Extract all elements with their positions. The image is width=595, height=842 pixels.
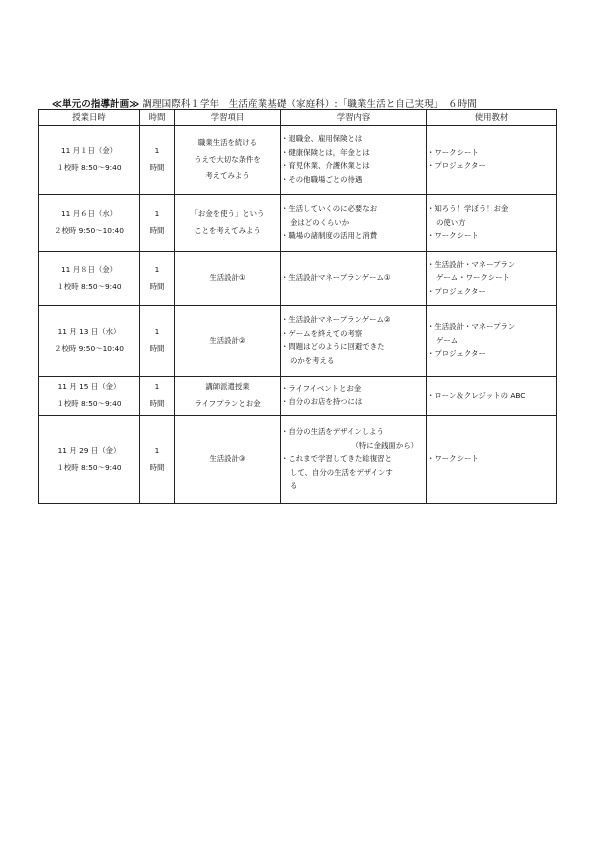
table-row [39, 416, 557, 504]
header-item: 学習項目 [175, 110, 281, 126]
content-line: ・生活設計マネープランゲーム② [281, 315, 391, 325]
cell-date [39, 306, 140, 377]
item-line: ライフプランとお金 [194, 399, 261, 408]
content-line: ・自分の生活をデザインしよう [281, 427, 384, 437]
material-line: ゲーム・ワークシート [436, 273, 510, 283]
heading-bracket-title: ≪単元の指導計画≫ [52, 99, 140, 110]
content-line: ・退職金、雇用保険とは [281, 134, 363, 144]
cell-hours [140, 377, 175, 416]
material-line: ゲーム [436, 335, 459, 345]
material-line: ・ワークシート [427, 454, 479, 464]
cell-date [39, 195, 140, 252]
material-line: ・生活設計・マネープラン [427, 259, 516, 269]
heading-context: 調理国際科１学年 生活産業基礎（家庭科）:「職業生活と自己実現」 ６時間 [142, 99, 477, 110]
table-row [39, 126, 557, 195]
cell-material [427, 377, 557, 416]
item-line: 考えてみよう [205, 171, 250, 181]
content-line: ・自分のお店を持つには [281, 397, 363, 407]
hours-number: 1 [154, 264, 160, 274]
content-line: ・職場の諸制度の活用と消費 [281, 231, 378, 241]
material-line: の使い方 [436, 217, 466, 227]
hours-number: 1 [154, 146, 160, 156]
cell-material [427, 252, 557, 306]
date-line: 11 月 13 日（水） [57, 327, 121, 337]
cell-hours [140, 126, 175, 195]
material-line: ・ワークシート [427, 147, 479, 157]
hours-number: 1 [154, 382, 160, 392]
hours-unit: 時間 [149, 281, 165, 291]
content-line: ・ライフイベントとお金 [281, 383, 362, 393]
content-line: る [290, 481, 298, 490]
date-line: 11 月１日（金） [60, 146, 118, 156]
cell-hours [140, 306, 175, 377]
cell-item [175, 195, 281, 252]
content-line: 金はどのくらいか [290, 217, 350, 227]
header-date: 授業日時 [39, 110, 140, 126]
material-line: ・知ろう！学ぼう！お金 [427, 204, 509, 214]
material-line: ・生活設計・マネープラン [427, 322, 516, 332]
hours-unit: 時間 [149, 226, 165, 235]
content-line: （特に金銭面から） [351, 440, 418, 450]
date-line: 11 月 29 日（金） [57, 445, 121, 455]
cell-item [175, 252, 281, 306]
cell-material [427, 195, 557, 252]
content-line: ・その他職場ごとの待遇 [281, 174, 363, 184]
content-line: のかを考える [290, 355, 335, 365]
cell-content [281, 416, 427, 504]
item-line: 講師派遣授業 [205, 382, 250, 392]
item-line: 生活設計③ [209, 454, 246, 464]
cell-item [175, 306, 281, 377]
cell-material [427, 416, 557, 504]
cell-content [281, 377, 427, 416]
cell-content [281, 252, 427, 306]
cell-item [175, 416, 281, 504]
date-line: 11 月 15 日（金） [57, 382, 121, 392]
cell-material [427, 126, 557, 195]
item-line: ことを考えてみよう [194, 226, 261, 235]
teaching-plan-table [38, 109, 557, 504]
table-row [39, 377, 557, 416]
hours-unit: 時間 [149, 344, 165, 353]
content-line: ・ゲームを終えての考察 [281, 328, 363, 338]
period-line: ２校時 9:50～10:40 [54, 226, 124, 235]
hours-number: 1 [154, 327, 160, 337]
cell-item [175, 377, 281, 416]
date-line: 11 月６日（水） [60, 209, 118, 219]
material-line: ・プロジェクター [427, 161, 486, 171]
cell-hours [140, 252, 175, 306]
unit-plan-heading [52, 96, 477, 110]
period-line: １校時 8:50～9:40 [56, 462, 122, 472]
cell-material [427, 306, 557, 377]
material-line: ・プロジェクター [427, 349, 486, 359]
content-line: ・これまで学習してきた総復習と [281, 454, 392, 464]
cell-hours [140, 195, 175, 252]
hours-number: 1 [154, 445, 160, 455]
content-line: して、自分の生活をデザインす [290, 467, 393, 477]
cell-date [39, 252, 140, 306]
cell-content [281, 126, 427, 195]
cell-content [281, 195, 427, 252]
content-line: ・育児休業、介護休業とは [281, 161, 370, 171]
item-line: 生活設計① [209, 273, 246, 283]
period-line: １校時 8:50～9:40 [56, 163, 122, 172]
header-material: 使用教材 [427, 110, 557, 126]
hours-unit: 時間 [149, 163, 165, 172]
hours-unit: 時間 [149, 399, 165, 408]
header-content: 学習内容 [281, 110, 427, 126]
table-row [39, 252, 557, 306]
material-line: ・ワークシート [427, 231, 479, 241]
content-line: ・問題はどのように回避できた [281, 342, 385, 352]
period-line: ２校時 9:50～10:40 [54, 344, 124, 353]
cell-date [39, 416, 140, 504]
cell-date [39, 377, 140, 416]
header-row [39, 110, 557, 126]
period-line: １校時 8:50～9:40 [56, 399, 122, 408]
material-line: ・ローン＆クレジットの ABC [427, 390, 526, 400]
item-line: うえで大切な条件を [194, 154, 261, 164]
table-row [39, 306, 557, 377]
hours-unit: 時間 [149, 462, 165, 472]
content-line: ・健康保険とは，年金とは [281, 147, 370, 157]
cell-item [175, 126, 281, 195]
item-line: 生活設計② [209, 335, 246, 345]
material-line: ・プロジェクター [427, 286, 486, 296]
item-line: 職業生活を続ける [197, 137, 258, 147]
hours-number: 1 [154, 209, 160, 219]
item-line: 「お金を使う」という [190, 209, 265, 219]
table-row [39, 195, 557, 252]
cell-content [281, 306, 427, 377]
cell-date [39, 126, 140, 195]
period-line: １校時 8:50～9:40 [56, 281, 122, 291]
header-hours: 時間 [140, 110, 175, 126]
date-line: 11 月８日（金） [60, 264, 118, 274]
content-line: ・生活設計マネープランゲーム① [281, 273, 391, 283]
cell-hours [140, 416, 175, 504]
content-line: ・生活していくのに必要なお [281, 204, 378, 214]
